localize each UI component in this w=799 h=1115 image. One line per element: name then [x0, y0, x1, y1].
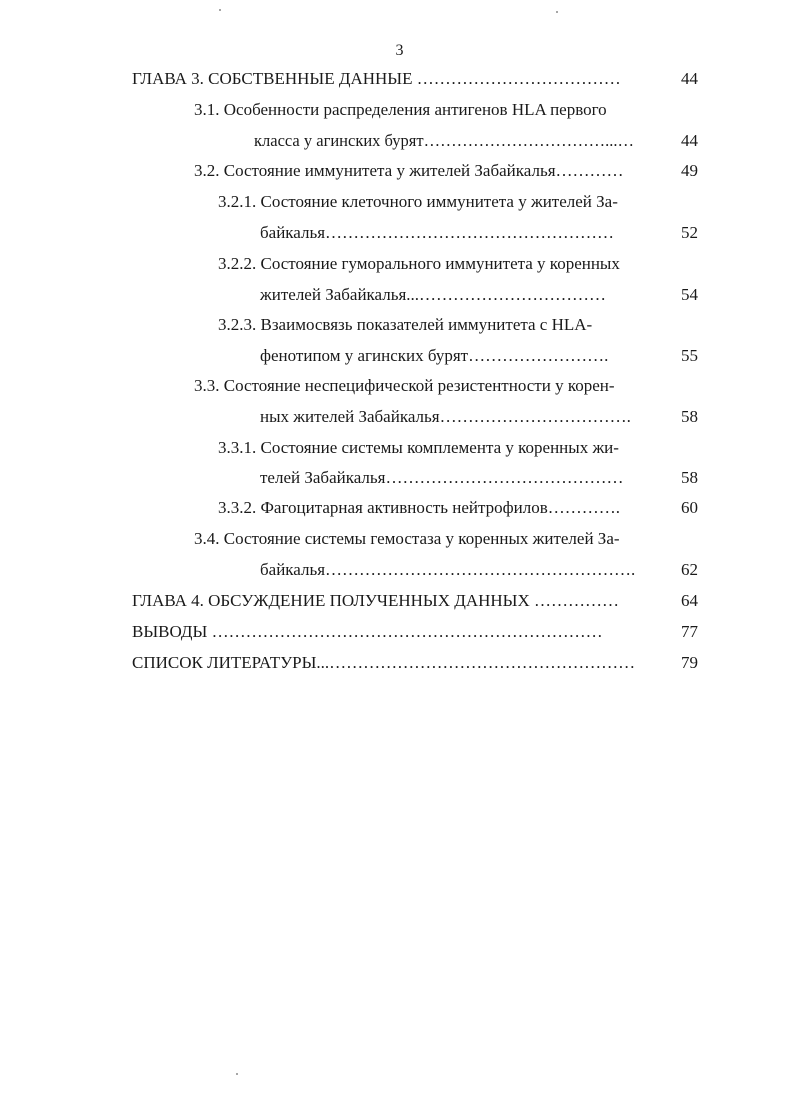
toc-entry-3-2-2-line-2: жителей Забайкалья...……………………………: [260, 285, 607, 304]
toc-entry-3-2: 3.2. Состояние иммунитета у жителей Забайкалья…………: [194, 161, 624, 180]
toc-entry-3-1-line-1: 3.1. Особенности распределения антигенов HLA первого: [194, 100, 607, 119]
toc-entry-3-1-line-2: класса у агинских бурят……………………………...…: [254, 131, 634, 150]
toc-page-number: 60: [681, 498, 698, 517]
toc-entry-3-2-1-line-1: 3.2.1. Состояние клеточного иммунитета у жителей За-: [218, 192, 618, 211]
toc-page-number: 54: [681, 285, 698, 304]
toc-entry-references: СПИСОК ЛИТЕРАТУРЫ...………………………………………………: [132, 653, 636, 672]
toc-entry-chapter-3: ГЛАВА 3. СОБСТВЕННЫЕ ДАННЫЕ ………………………………: [132, 69, 621, 88]
toc-page-number: 44: [681, 69, 698, 88]
toc-entry-chapter-4: ГЛАВА 4. ОБСУЖДЕНИЕ ПОЛУЧЕННЫХ ДАННЫХ ……………: [132, 591, 620, 610]
toc-entry-3-3-1-line-2: телей Забайкалья……………………………………: [260, 468, 624, 487]
toc-entry-conclusions: ВЫВОДЫ ……………………………………………………………: [132, 622, 603, 641]
toc-entry-3-2-1-line-2: байкалья……………………………………………: [260, 223, 615, 242]
page-number: 3: [395, 42, 404, 59]
toc-page-number: 58: [681, 468, 698, 487]
scan-speck: [556, 11, 558, 13]
scan-speck: [236, 1073, 238, 1075]
toc-entry-3-4-line-1: 3.4. Состояние системы гемостаза у коренных жителей За-: [194, 529, 620, 548]
toc-page-number: 44: [681, 131, 698, 150]
toc-entry-3-2-2-line-1: 3.2.2. Состояние гуморального иммунитета у коренных: [218, 254, 620, 273]
toc-entry-3-4-line-2: байкалья……………………………………………….: [260, 560, 636, 579]
toc-page-number: 49: [681, 161, 698, 180]
toc-page-number: 62: [681, 560, 698, 579]
toc-entry-3-3-line-1: 3.3. Состояние неспецифической резистентности у корен-: [194, 376, 615, 395]
toc-entry-3-3-line-2: ных жителей Забайкалья…………………………….: [260, 407, 631, 426]
toc-page-number: 52: [681, 223, 698, 242]
toc-page-number: 77: [681, 622, 698, 641]
toc-page-number: 79: [681, 653, 698, 672]
scan-speck: [219, 9, 221, 11]
toc-entry-3-3-2: 3.3.2. Фагоцитарная активность нейтрофилов………….: [218, 498, 620, 517]
toc-page-number: 55: [681, 346, 698, 365]
toc-page-number: 58: [681, 407, 698, 426]
toc-entry-3-2-3-line-1: 3.2.3. Взаимосвязь показателей иммунитета с HLA-: [218, 315, 593, 334]
toc-entry-3-2-3-line-2: фенотипом у агинских бурят…………………….: [260, 346, 609, 365]
toc-entry-3-3-1-line-1: 3.3.1. Состояние системы комплемента у коренных жи-: [218, 438, 619, 457]
toc-page-number: 64: [681, 591, 698, 610]
